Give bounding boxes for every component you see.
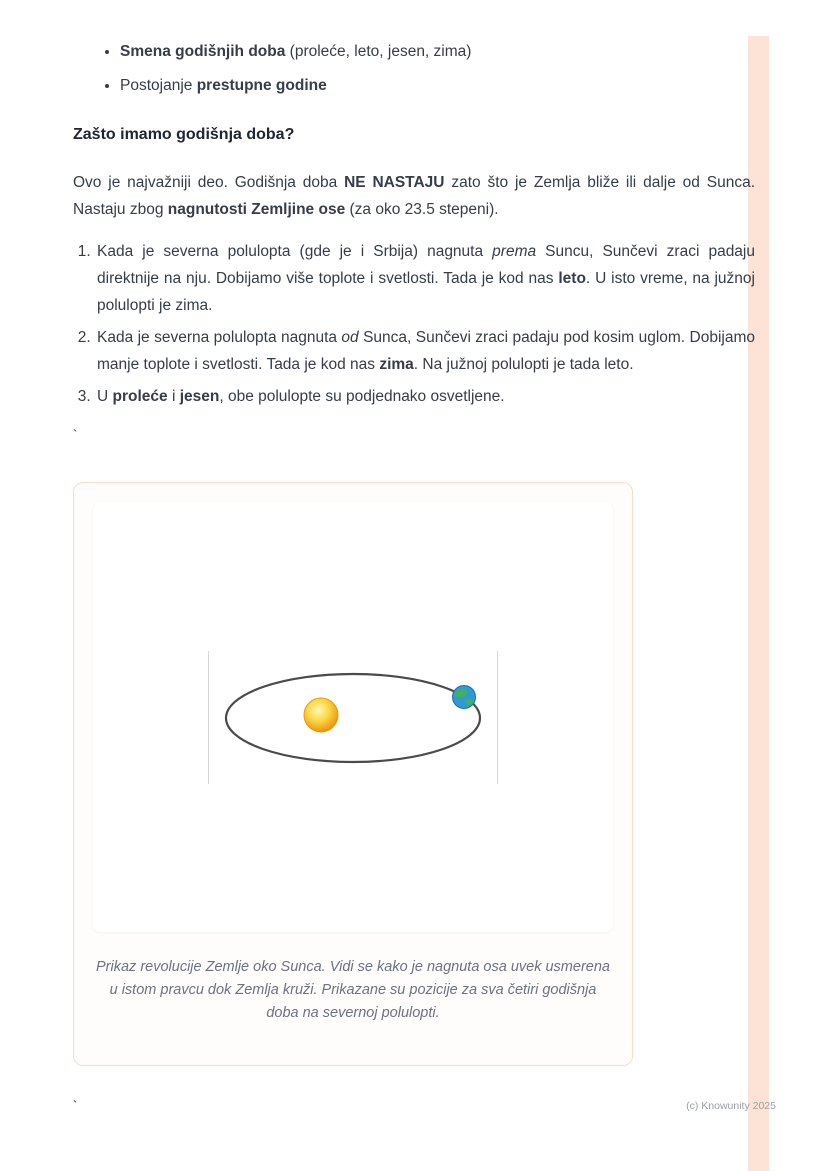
stray-backtick-top: ` — [73, 427, 78, 442]
figure-caption: Prikaz revolucije Zemlje oko Sunca. Vidi se kako je nagnuta osa uvek usmerena u istom pravcu dok Zemlja kruži. Prikazane su pozicije za sva četiri godišnja doba na severnoj polulopti. — [96, 959, 610, 1021]
earth-icon — [453, 685, 476, 708]
figure-image-area — [93, 502, 613, 932]
stray-backtick-bottom: ` — [73, 1098, 78, 1113]
intro-paragraph: Ovo je najvažniji deo. Godišnja doba NE NASTAJU zato što je Zemlja bliže ili dalje od Sunca. Nastaju zbog nagnutosti Zemljine ose (za oko 23.5 stepeni). — [73, 174, 755, 218]
bullet-list — [73, 38, 755, 99]
numbered-item: 1. Kada je severna polulopta (gde je i Srbija) nagnuta prema Suncu, Sunčevi zraci padaju direktnije na nju. Dobijamo više toplote i svetlosti. Tada je kod nas leto. U isto vreme, na južnoj polulopti je zima. — [95, 238, 755, 319]
bullet-item: • Postojanje prestupne godine — [120, 72, 755, 99]
numbered-list — [73, 238, 755, 410]
figure-card — [73, 482, 633, 1066]
numbered-item: 3. U proleće i jesen, obe polulopte su podjednako osvetljene. — [95, 383, 755, 410]
numbered-item: 2. Kada je severna polulopta nagnuta od Sunca, Sunčevi zraci padaju pod kosim uglom. Dobijamo manje toplote i svetlosti. Tada je kod nas zima. Na južnoj polulopti je tada leto. — [95, 324, 755, 378]
sun-icon — [304, 698, 338, 732]
section-heading: Zašto imamo godišnja doba? — [73, 126, 295, 143]
copyright-footer: (c) Knowunity 2025 — [686, 1100, 776, 1112]
orbit-illustration — [208, 651, 498, 784]
bullet-item: • Smena godišnjih doba (proleće, leto, jesen, zima) — [120, 38, 755, 65]
